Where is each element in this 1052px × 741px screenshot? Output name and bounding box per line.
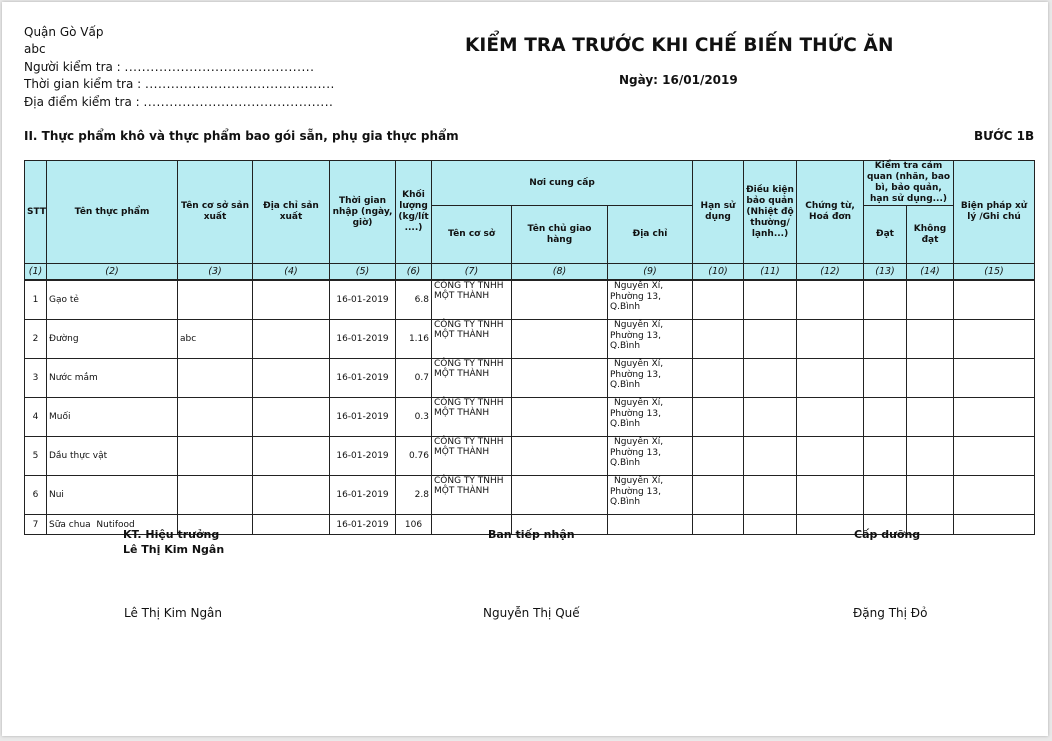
cook-signature-block (854, 528, 920, 541)
supplier-line: MỘT THÀNH (434, 408, 490, 418)
cell-deliverer (512, 437, 608, 476)
cell-expiry (693, 280, 744, 320)
col-header-fail: Không đạt (907, 206, 954, 264)
cell-stt: 3 (25, 359, 47, 398)
cell-producer-address (253, 359, 330, 398)
supplier-line: CÔNG TY TNHH (434, 437, 504, 447)
address-line: Nguyễn Xí, (614, 320, 664, 330)
cook-title: Cấp dưỡng (854, 528, 921, 541)
cell-documents (797, 280, 864, 320)
cell-producer (178, 398, 253, 437)
inspector-label: Người kiểm tra : (24, 59, 121, 74)
cell-supplier-address (608, 280, 693, 320)
cell-fail (907, 280, 954, 320)
cell-producer: abc (178, 320, 253, 359)
supplier-line: CÔNG TY TNHH (434, 476, 504, 486)
cell-food-name: Sữa chua Nutifood (47, 515, 178, 535)
col-header-import-time: Thời gian nhập (ngày, giờ) (330, 161, 396, 264)
cell-fail (907, 398, 954, 437)
cell-import-time: 16-01-2019 (330, 398, 396, 437)
cell-supplier-name (432, 320, 512, 359)
cell-fail (907, 320, 954, 359)
cell-measures (954, 398, 1035, 437)
table-row (25, 280, 1035, 320)
cell-import-time: 16-01-2019 (330, 515, 396, 535)
cell-expiry (693, 515, 744, 535)
cell-supplier-name (432, 398, 512, 437)
cell-documents (797, 320, 864, 359)
cell-producer-address (253, 320, 330, 359)
supplier-line: CÔNG TY TNHH (434, 281, 504, 291)
place-dots: ............................................ (143, 94, 334, 109)
address-line: Q.Bình (610, 458, 641, 468)
document-page (2, 2, 1048, 736)
col-number: (13) (864, 264, 907, 281)
section-heading: II. Thực phẩm khô và thực phẩm bao gói sẵn, phụ gia thực phẩm (24, 129, 459, 143)
cell-storage (744, 359, 797, 398)
address-line: Nguyễn Xí, (614, 437, 664, 447)
col-number: (11) (744, 264, 797, 281)
table-row (25, 320, 1035, 359)
cell-import-time: 16-01-2019 (330, 476, 396, 515)
col-header-weight: Khối lượng (kg/lít ....) (396, 161, 432, 264)
cell-expiry (693, 398, 744, 437)
supplier-line: CÔNG TY TNHH (434, 359, 504, 369)
cell-documents (797, 398, 864, 437)
cell-supplier-name (432, 437, 512, 476)
col-header-expiry: Hạn sử dụng (693, 161, 744, 264)
time-dots: ............................................ (145, 77, 335, 92)
supplier-line: MỘT THÀNH (434, 291, 490, 301)
cell-stt: 1 (25, 280, 47, 320)
cell-expiry (693, 437, 744, 476)
col-number: (5) (330, 264, 396, 281)
cell-stt: 7 (25, 515, 47, 535)
cell-import-time: 16-01-2019 (330, 437, 396, 476)
address-line: Q.Bình (610, 419, 641, 429)
address-line: Nguyễn Xí, (614, 398, 664, 408)
cell-storage (744, 398, 797, 437)
cell-weight: 0.7 (396, 359, 432, 398)
inspection-table (24, 160, 1035, 535)
cell-supplier-name (432, 359, 512, 398)
cell-expiry (693, 320, 744, 359)
address-line: Q.Bình (610, 302, 641, 312)
cell-food-name: Nui (47, 476, 178, 515)
supplier-line: MỘT THÀNH (434, 486, 490, 496)
cell-pass (864, 280, 907, 320)
supplier-line: CÔNG TY TNHH (434, 398, 504, 408)
cell-producer (178, 476, 253, 515)
table-row (25, 359, 1035, 398)
cell-supplier-address (608, 320, 693, 359)
cell-expiry (693, 476, 744, 515)
cell-supplier-name (432, 476, 512, 515)
col-header-supplier-address: Địa chỉ (608, 206, 693, 264)
address-line: Phường 13, (610, 447, 661, 458)
cell-measures (954, 476, 1035, 515)
col-header-sensory: Kiểm tra cảm quan (nhãn, bao bì, bảo quản, hạn sử dụng...) (864, 161, 954, 206)
cell-supplier-name (432, 280, 512, 320)
cell-food-name: Gạo tẻ (47, 280, 178, 320)
cell-import-time: 16-01-2019 (330, 359, 396, 398)
cell-storage (744, 476, 797, 515)
cell-pass (864, 437, 907, 476)
receiver-signature-name: Nguyễn Thị Quế (483, 606, 580, 620)
inspector-dots: ............................................ (124, 59, 315, 74)
cell-weight: 0.76 (396, 437, 432, 476)
cell-measures (954, 280, 1035, 320)
receiver-title: Ban tiếp nhận (488, 528, 575, 541)
cell-food-name: Đường (47, 320, 178, 359)
col-header-documents: Chứng từ, Hoá đơn (797, 161, 864, 264)
address-line: Phường 13, (610, 486, 661, 497)
address-line: Nguyễn Xí, (614, 281, 664, 291)
place-label: Địa điểm kiểm tra : (24, 94, 140, 109)
cell-documents (797, 437, 864, 476)
supplier-line: MỘT THÀNH (434, 447, 490, 457)
col-number: (10) (693, 264, 744, 281)
place-line (24, 94, 335, 111)
col-number: (14) (907, 264, 954, 281)
principal-name-bold: Lê Thị Kim Ngân (123, 543, 225, 556)
col-header-food-name: Tên thực phẩm (47, 161, 178, 264)
document-header-info (24, 24, 335, 111)
cell-documents (797, 359, 864, 398)
cell-pass (864, 398, 907, 437)
cell-documents (797, 476, 864, 515)
column-number-row (25, 264, 1035, 281)
principal-signature-block (123, 528, 224, 556)
address-line: Nguyễn Xí, (614, 476, 664, 486)
supplier-line: CÔNG TY TNHH (434, 320, 504, 330)
cell-pass (864, 320, 907, 359)
col-number: (9) (608, 264, 693, 281)
table-row (25, 398, 1035, 437)
cell-stt: 2 (25, 320, 47, 359)
receiver-signature-block (488, 528, 575, 541)
col-header-producer-address: Địa chỉ sản xuất (253, 161, 330, 264)
cell-fail (907, 437, 954, 476)
col-header-producer: Tên cơ sở sản xuất (178, 161, 253, 264)
cell-storage (744, 515, 797, 535)
cell-supplier-address (608, 476, 693, 515)
cell-weight: 1.16 (396, 320, 432, 359)
address-line: Q.Bình (610, 497, 641, 507)
table-row (25, 476, 1035, 515)
principal-title: KT. Hiệu trưởng (123, 528, 220, 541)
table-row (25, 437, 1035, 476)
cell-deliverer (512, 398, 608, 437)
cell-deliverer (512, 359, 608, 398)
col-header-supplier-group: Nơi cung cấp (432, 161, 693, 206)
cell-measures (954, 320, 1035, 359)
cell-producer (178, 437, 253, 476)
cell-fail (907, 359, 954, 398)
cell-supplier-address (608, 359, 693, 398)
col-number: (6) (396, 264, 432, 281)
col-number: (15) (954, 264, 1035, 281)
col-number: (7) (432, 264, 512, 281)
col-number: (8) (512, 264, 608, 281)
cell-producer-address (253, 280, 330, 320)
cell-measures (954, 437, 1035, 476)
cell-import-time: 16-01-2019 (330, 320, 396, 359)
cell-weight: 2.8 (396, 476, 432, 515)
col-number: (1) (25, 264, 47, 281)
cell-stt: 5 (25, 437, 47, 476)
col-header-stt: STT (25, 161, 47, 264)
cell-weight: 6.8 (396, 280, 432, 320)
address-line: Q.Bình (610, 341, 641, 351)
cell-producer-address (253, 476, 330, 515)
address-line: Nguyễn Xí, (614, 359, 664, 369)
cell-weight: 0.3 (396, 398, 432, 437)
address-line: Phường 13, (610, 408, 661, 419)
cell-producer-address (253, 437, 330, 476)
cell-storage (744, 437, 797, 476)
cell-deliverer (512, 280, 608, 320)
inspector-line (24, 59, 335, 76)
cell-expiry (693, 359, 744, 398)
col-number: (4) (253, 264, 330, 281)
cell-food-name: Muối (47, 398, 178, 437)
principal-signature-name: Lê Thị Kim Ngân (124, 606, 223, 620)
step-label: BƯỚC 1B (974, 129, 1035, 143)
address-line: Q.Bình (610, 380, 641, 390)
col-header-pass: Đạt (864, 206, 907, 264)
supplier-line: MỘT THÀNH (434, 330, 490, 340)
col-header-storage: Điều kiện bảo quản (Nhiệt độ thường/ lạnh...) (744, 161, 797, 264)
address-line: Phường 13, (610, 291, 661, 302)
cell-weight: 106 (396, 515, 432, 535)
school-name: abc (24, 42, 46, 57)
document-date: Ngày: 16/01/2019 (619, 73, 738, 87)
address-line: Phường 13, (610, 330, 661, 341)
cell-producer-address (253, 398, 330, 437)
col-header-deliverer: Tên chủ giao hàng (512, 206, 608, 264)
cell-supplier-address (608, 437, 693, 476)
cell-fail (907, 476, 954, 515)
cell-producer-address (253, 515, 330, 535)
address-line: Phường 13, (610, 369, 661, 380)
cell-pass (864, 359, 907, 398)
cell-measures (954, 515, 1035, 535)
cell-measures (954, 359, 1035, 398)
district-name: Quận Gò Vấp (24, 25, 104, 39)
cell-food-name: Nước mắm (47, 359, 178, 398)
col-number: (3) (178, 264, 253, 281)
cell-supplier-address (608, 515, 693, 535)
cell-producer (178, 359, 253, 398)
cell-stt: 4 (25, 398, 47, 437)
cell-stt: 6 (25, 476, 47, 515)
cell-storage (744, 320, 797, 359)
cell-producer (178, 280, 253, 320)
cell-food-name: Dầu thực vật (47, 437, 178, 476)
time-label: Thời gian kiểm tra : (24, 77, 142, 92)
cell-supplier-address (608, 398, 693, 437)
time-line (24, 76, 335, 93)
cell-import-time: 16-01-2019 (330, 280, 396, 320)
supplier-line: MỘT THÀNH (434, 369, 490, 379)
cell-deliverer (512, 476, 608, 515)
col-header-supplier-name: Tên cơ sở (432, 206, 512, 264)
col-number: (2) (47, 264, 178, 281)
col-number: (12) (797, 264, 864, 281)
col-header-measures: Biện pháp xử lý /Ghi chú (954, 161, 1035, 264)
cell-storage (744, 280, 797, 320)
document-title: KIỂM TRA TRƯỚC KHI CHẾ BIẾN THỨC ĂN (465, 35, 894, 56)
cell-pass (864, 476, 907, 515)
cook-signature-name: Đặng Thị Đỏ (853, 606, 928, 620)
cell-deliverer (512, 320, 608, 359)
